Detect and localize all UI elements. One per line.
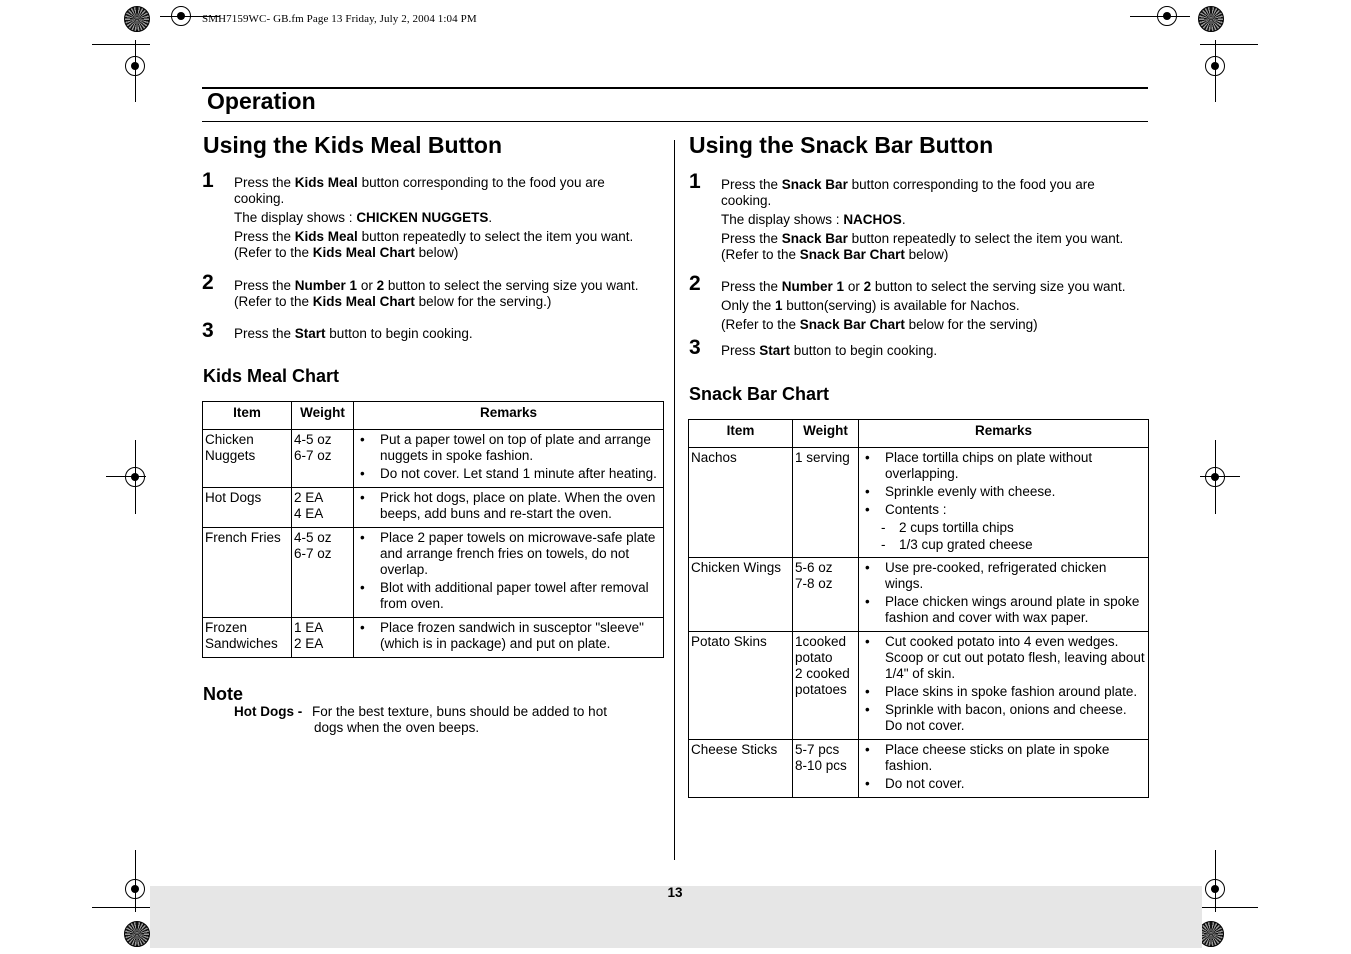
remarks-cell	[859, 632, 1149, 740]
column-header: Remarks	[859, 420, 1149, 448]
registration-mark-icon	[125, 56, 145, 76]
snack-step-3-number: 3	[689, 336, 701, 359]
step-line: The display shows : CHICKEN NUGGETS.	[234, 210, 493, 225]
remark-item: • Place cheese sticks on plate in spoke fashion.	[861, 742, 1146, 774]
step-line: Press the Number 1 or 2 button to select the serving size you want. (Refer to the Kids Meal Chart below for the serving.)	[234, 278, 639, 309]
weight-value: 2 cooked potatoes	[795, 666, 850, 697]
step-line: Press the Kids Meal button repeatedly to select the item you want.(Refer to the Kids Meal Chart below)	[234, 229, 634, 260]
remark-item: • Place tortilla chips on plate without overlapping.	[861, 450, 1146, 482]
section-title: Operation	[207, 88, 316, 114]
column-header: Weight	[793, 420, 859, 448]
kids-step-2-text	[234, 278, 666, 310]
weight-cell	[292, 488, 354, 528]
step-line: Press the Snack Bar button repeatedly to select the item you want.(Refer to the Snack Bar Chart below)	[721, 231, 1124, 262]
table-row	[689, 632, 1149, 740]
section-rule-top	[202, 87, 1148, 89]
note-title: Note	[203, 684, 243, 704]
snack-step-2-text	[721, 279, 1151, 333]
table-header-row	[203, 402, 664, 430]
weight-value: 7-8 oz	[795, 576, 833, 591]
registration-mark-icon	[125, 467, 145, 487]
column-header: Item	[203, 402, 292, 430]
step-line: Only the 1 button(serving) is available for Nachos.	[721, 298, 1020, 313]
snack-bar-chart-title: Snack Bar Chart	[689, 384, 830, 404]
snack-bar-title: Using the Snack Bar Button	[689, 132, 994, 158]
item-cell: Chicken Nuggets	[203, 430, 292, 488]
weight-value: 2 EA	[294, 636, 324, 651]
column-header: Item	[689, 420, 793, 448]
step-line: Press the Number 1 or 2 button to select the serving size you want.	[721, 279, 1126, 294]
registration-mark-icon	[125, 879, 145, 899]
item-cell: Potato Skins	[689, 632, 793, 740]
remark-item: • Prick hot dogs, place on plate. When the oven beeps, add buns and re-start the oven.	[356, 490, 661, 522]
step-line: The display shows : NACHOS.	[721, 212, 906, 227]
column-divider	[674, 140, 675, 860]
remark-item: • Sprinkle with bacon, onions and cheese. Do not cover.	[861, 702, 1146, 734]
weight-cell	[793, 632, 859, 740]
item-cell: Chicken Wings	[689, 558, 793, 632]
remark-item: • Place frozen sandwich in susceptor "sleeve" (which is in package) and put on plate.	[356, 620, 661, 652]
weight-value: 2 EA	[294, 490, 324, 505]
step-line: Press the Kids Meal button corresponding to the food you are cooking.	[234, 175, 605, 206]
weight-value: 4-5 oz	[294, 432, 332, 447]
registration-mark-icon	[1205, 467, 1225, 487]
step-line: Press Start button to begin cooking.	[721, 343, 938, 358]
weight-cell	[793, 558, 859, 632]
weight-value: 4-5 oz	[294, 530, 332, 545]
remarks-cell	[354, 618, 664, 658]
color-wheel-icon	[124, 6, 150, 32]
weight-value: 6-7 oz	[294, 448, 332, 463]
sub-item: - 1/3 cup grated cheese	[861, 537, 1146, 553]
weight-value: 5-7 pcs	[795, 742, 840, 757]
snack-step-1-number: 1	[689, 170, 701, 193]
kids-step-3-text	[234, 326, 654, 342]
weight-value: 4 EA	[294, 506, 324, 521]
table-row	[689, 558, 1149, 632]
remark-item: • Cut cooked potato into 4 even wedges. Scoop or cut out potato flesh, leaving about 1/4" of skin.	[861, 634, 1146, 682]
table-row	[689, 740, 1149, 798]
item-cell: French Fries	[203, 528, 292, 618]
snack-step-1-text	[721, 177, 1131, 263]
weight-value: 1cooked potato	[795, 634, 847, 665]
kids-step-3-number: 3	[202, 319, 214, 342]
table-row	[203, 430, 664, 488]
weight-value: 8-10 pcs	[795, 758, 847, 773]
remark-item: • Put a paper towel on top of plate and arrange nuggets in spoke fashion.	[356, 432, 661, 464]
remarks-cell	[859, 448, 1149, 558]
registration-mark-icon	[1205, 56, 1225, 76]
weight-cell	[292, 528, 354, 618]
print-header: SMH7159WC- GB.fm Page 13 Friday, July 2, 2004 1:04 PM	[202, 13, 477, 25]
weight-cell	[292, 430, 354, 488]
note-label: Hot Dogs -	[234, 704, 303, 719]
step-line: Press the Start button to begin cooking.	[234, 326, 473, 341]
color-wheel-icon	[124, 921, 150, 947]
weight-cell	[793, 740, 859, 798]
snack-bar-chart	[688, 419, 1149, 798]
color-wheel-icon	[1198, 6, 1224, 32]
item-cell: Nachos	[689, 448, 793, 558]
remark-item: • Place chicken wings around plate in spoke fashion and cover with wax paper.	[861, 594, 1146, 626]
snack-step-2-number: 2	[689, 272, 701, 295]
remarks-cell	[859, 740, 1149, 798]
remark-item: • Sprinkle evenly with cheese.	[861, 484, 1146, 500]
remark-item: • Do not cover. Let stand 1 minute after heating.	[356, 466, 661, 482]
step-line: Press the Snack Bar button corresponding to the food you are cooking.	[721, 177, 1095, 208]
section-rule-bottom	[202, 121, 1148, 122]
table-row	[203, 618, 664, 658]
remark-item: • Contents :	[861, 502, 1146, 518]
step-line: (Refer to the Snack Bar Chart below for the serving)	[721, 317, 1038, 332]
sub-item: - 2 cups tortilla chips	[861, 520, 1146, 536]
weight-value: 6-7 oz	[294, 546, 332, 561]
snack-step-3-text	[721, 343, 1141, 359]
remarks-cell	[859, 558, 1149, 632]
remark-item: • Blot with additional paper towel after removal from oven.	[356, 580, 661, 612]
weight-cell	[292, 618, 354, 658]
remark-item: • Place skins in spoke fashion around plate.	[861, 684, 1146, 700]
page-number: 13	[667, 885, 683, 900]
table-row	[203, 528, 664, 618]
remarks-cell	[354, 528, 664, 618]
weight-value: 5-6 oz	[795, 560, 833, 575]
weight-value: 1 serving	[795, 450, 850, 465]
kids-step-1-number: 1	[202, 169, 214, 192]
registration-mark-icon	[1157, 6, 1177, 26]
note-body	[234, 704, 644, 736]
remarks-cell	[354, 430, 664, 488]
item-cell: Frozen Sandwiches	[203, 618, 292, 658]
table-row	[203, 488, 664, 528]
kids-meal-chart-title: Kids Meal Chart	[203, 366, 340, 386]
weight-cell	[793, 448, 859, 558]
remarks-cell	[354, 488, 664, 528]
remark-item: • Do not cover.	[861, 776, 1146, 792]
remark-item: • Place 2 paper towels on microwave-safe plate and arrange french fries on towels, do not overlap.	[356, 530, 661, 578]
item-cell: Hot Dogs	[203, 488, 292, 528]
registration-mark-icon	[1205, 879, 1225, 899]
column-header: Remarks	[354, 402, 664, 430]
kids-step-1-text	[234, 175, 644, 261]
note-text: For the best texture, buns should be added to hot dogs when the oven beeps.	[312, 704, 607, 735]
kids-meal-title: Using the Kids Meal Button	[203, 132, 502, 158]
registration-mark-icon	[171, 6, 191, 26]
remark-item: • Use pre-cooked, refrigerated chicken wings.	[861, 560, 1146, 592]
weight-value: 1 EA	[294, 620, 324, 635]
kids-meal-chart	[202, 401, 664, 658]
column-header: Weight	[292, 402, 354, 430]
kids-step-2-number: 2	[202, 271, 214, 294]
item-cell: Cheese Sticks	[689, 740, 793, 798]
table-row	[689, 448, 1149, 558]
table-header-row	[689, 420, 1149, 448]
